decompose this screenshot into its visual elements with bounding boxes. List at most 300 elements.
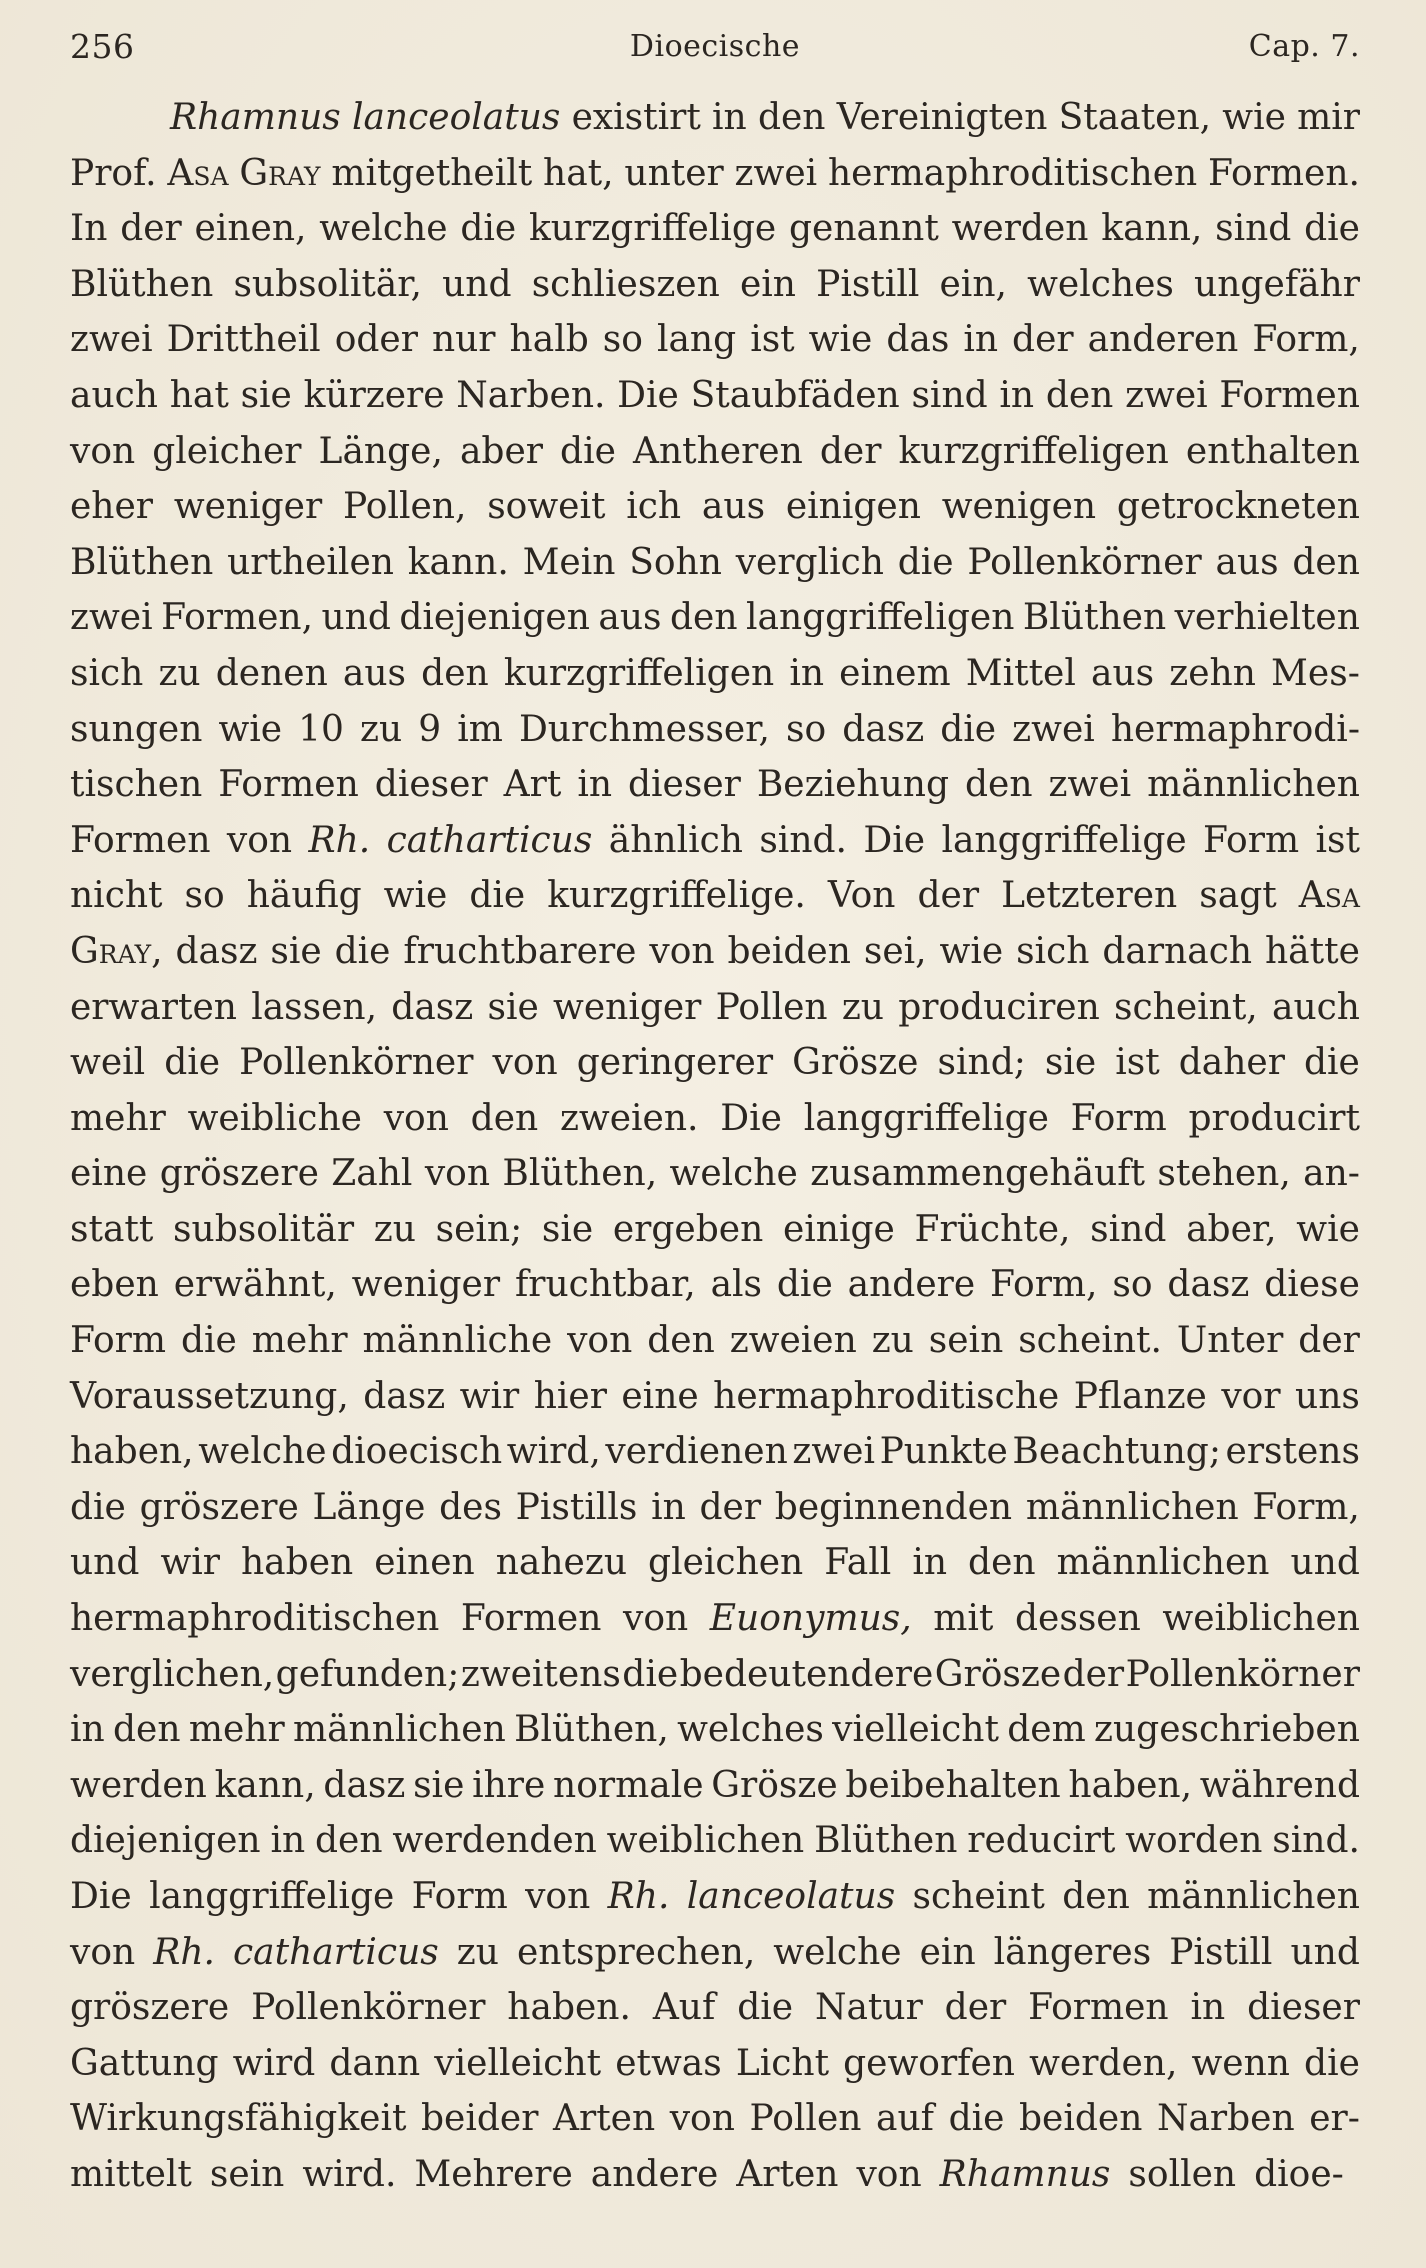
word: mitgetheilt (331, 152, 533, 194)
text-line (70, 1647, 1360, 1703)
word: Letzteren (1001, 875, 1178, 917)
word: zwei (734, 152, 818, 194)
word: gefunden; (275, 1653, 460, 1695)
word: den (647, 1320, 715, 1362)
word: kurzgriffeligen (503, 652, 775, 694)
word: dasz (842, 708, 925, 750)
word: welches (677, 1709, 824, 1751)
word: daher (1178, 1042, 1285, 1084)
word: zehn (1169, 652, 1256, 694)
word: genannt (788, 208, 939, 250)
word: dasz (363, 1375, 446, 1417)
word: aus (701, 486, 766, 528)
word: beiden (1019, 2098, 1143, 2140)
word: der (1012, 319, 1074, 361)
word: sind; (937, 1042, 1026, 1084)
word: die (164, 1042, 221, 1084)
word: werden (951, 208, 1089, 250)
word: die (180, 1320, 237, 1362)
word: dann (329, 2042, 421, 2084)
word: als (710, 1264, 763, 1306)
word: Zahl (331, 1153, 413, 1195)
word: einige (782, 1208, 895, 1250)
word: der (699, 1486, 762, 1528)
word: die (776, 1264, 833, 1306)
word: Drittheil (166, 319, 321, 361)
text-line (70, 2091, 1360, 2147)
body-text (70, 90, 1360, 2203)
word: Mes- (1271, 652, 1360, 694)
word: längeres (993, 1931, 1152, 1973)
word: sie (1044, 1042, 1097, 1084)
word: weiblichen (1162, 1598, 1360, 1640)
word: hermaphroditischen (827, 152, 1198, 194)
text-line (70, 146, 1360, 202)
word: Rhamnus (939, 2153, 1111, 2195)
word: sungen (70, 708, 203, 750)
word: erwähnt, (173, 1264, 337, 1306)
word: verglich (735, 541, 884, 583)
word: und (1290, 1931, 1360, 1973)
text-line (70, 1313, 1360, 1369)
word: Unter (1176, 1320, 1284, 1362)
word: Pollen, (343, 486, 467, 528)
text-line (70, 813, 1360, 869)
word: Form, (990, 1264, 1098, 1306)
word: zweien. (559, 1097, 699, 1139)
text-line (70, 90, 1360, 146)
word: bedeutendere (679, 1653, 934, 1695)
word: Blüthen (70, 263, 214, 305)
word: und (442, 263, 512, 305)
running-title: Dioecische (629, 29, 801, 64)
word: fruchtbar, (514, 1264, 696, 1306)
word: diejenigen (70, 1820, 261, 1862)
word: von (649, 930, 715, 972)
word: sein (209, 2153, 285, 2195)
word: scheint (912, 1876, 1045, 1917)
word: weiblichen (606, 1820, 805, 1862)
word: welche (773, 1931, 902, 1973)
word: nicht (70, 875, 163, 917)
word: männlichen (1025, 1486, 1239, 1528)
word: existirt (571, 97, 701, 138)
word: häufig (246, 875, 362, 917)
word: welche (319, 208, 448, 250)
word: den (421, 652, 489, 694)
word: den (470, 1097, 539, 1139)
word: sie (541, 1208, 594, 1250)
word: Formen (70, 819, 211, 861)
word: Pollen (749, 2098, 862, 2140)
word: Durchmesser, (518, 708, 770, 750)
word: den (757, 97, 826, 138)
word: Form, (1252, 1486, 1360, 1528)
word: weniger (553, 986, 702, 1028)
word: in (789, 652, 825, 694)
word: hat (169, 374, 229, 416)
word: enthalten (1185, 430, 1360, 472)
word: die (469, 875, 526, 917)
word: Blüthen (814, 1820, 958, 1862)
text-line (70, 2147, 1360, 2203)
text-line (70, 201, 1360, 257)
word: Sohn (629, 541, 722, 583)
word: sie (487, 986, 539, 1028)
word: erstens (1225, 1431, 1360, 1473)
word: langgriffelige (149, 1876, 395, 1917)
word: der (944, 1987, 1007, 2029)
word: langgriffeligen (745, 597, 1015, 639)
word: Vereinigten (836, 97, 1048, 138)
word: männlichen (1056, 1542, 1270, 1584)
word: zu (158, 652, 201, 694)
word: Die (720, 1097, 782, 1139)
word: des (439, 1486, 502, 1528)
word: kürzere (303, 374, 445, 416)
word: weniger (173, 486, 323, 528)
word: gröszere (139, 1486, 299, 1528)
word: weniger (351, 1264, 501, 1306)
word: ein (919, 1931, 976, 1973)
word: Pollenkörner (239, 1042, 474, 1084)
word: dasz (391, 986, 474, 1028)
word: den (1045, 374, 1114, 416)
word: urtheilen (227, 541, 394, 583)
word: in (651, 1486, 686, 1528)
text-line (70, 2036, 1360, 2092)
word: von (70, 430, 136, 472)
word: diese (1264, 1264, 1360, 1306)
text-line (70, 646, 1360, 702)
word: die (1303, 1042, 1360, 1084)
word: ein (739, 263, 796, 305)
word: lang (656, 319, 737, 361)
word: haben, (70, 1431, 194, 1473)
word: Blüthen, (514, 1709, 669, 1751)
word: welches (1027, 263, 1174, 305)
word: gleichen (648, 1542, 804, 1584)
word: zwei (1012, 708, 1095, 750)
word: Blüthen, (502, 1153, 658, 1195)
word: der (120, 208, 182, 250)
word: eine (621, 1375, 699, 1417)
word: zugeschrieben (1094, 1709, 1360, 1751)
text-line (70, 757, 1360, 813)
word: entsprechen, (516, 1931, 756, 1973)
word: Asa (1298, 875, 1360, 917)
word: zu (871, 1320, 914, 1362)
word: in (963, 319, 999, 361)
word: wird, (506, 1431, 601, 1473)
word: werdenden (392, 1820, 597, 1862)
word: wie (383, 875, 448, 917)
text-line (70, 1925, 1360, 1981)
word: Formen. (1208, 152, 1360, 194)
word: der (1062, 1653, 1125, 1695)
word: Pistill (816, 263, 920, 305)
word: den (315, 1820, 383, 1862)
word: das (886, 319, 950, 361)
text-line (70, 368, 1360, 424)
word: geringerer (576, 1042, 774, 1084)
word: so (786, 708, 827, 750)
word: sollen (1128, 2153, 1237, 2195)
word: die (1304, 208, 1360, 250)
word: werden, (1029, 2042, 1178, 2084)
word: und (1290, 1542, 1360, 1584)
word: in (1190, 1987, 1226, 2029)
word: kann. (407, 541, 509, 583)
word: weibliche (187, 1097, 362, 1139)
word: Formen (1219, 374, 1360, 416)
text-line (70, 702, 1360, 758)
word: ist (1315, 819, 1360, 861)
word: zu (373, 1208, 416, 1250)
word: Formen (1028, 1987, 1169, 2029)
word: wie (808, 319, 873, 361)
text-line (70, 590, 1360, 646)
text-line (70, 1369, 1360, 1425)
word: subsolitär (173, 1208, 355, 1250)
word: wenigen (941, 486, 1097, 528)
word: die (737, 1987, 794, 2029)
word: männliche (362, 1320, 553, 1362)
word: männlichen (1147, 1876, 1360, 1917)
word: die (460, 208, 517, 250)
word: beibehalten (845, 1764, 1061, 1806)
word: Beziehung (756, 764, 949, 806)
word: welche (198, 1431, 327, 1473)
word: Rhamnus (170, 97, 341, 138)
word: stehen, (1157, 1153, 1291, 1195)
word: mir (1297, 97, 1360, 138)
word: reducirt (967, 1820, 1116, 1862)
text-line (70, 1424, 1360, 1480)
text-line (70, 1980, 1360, 2036)
word: Natur (814, 1987, 923, 2029)
word: In (70, 208, 108, 250)
word: kann, (1101, 208, 1203, 250)
word: diejenigen (399, 597, 590, 639)
word: in (912, 1542, 948, 1584)
word: ergeben (612, 1208, 764, 1250)
word: vielleicht (832, 1709, 999, 1751)
word: und (321, 597, 391, 639)
word: im (457, 708, 503, 750)
word: verdienen (605, 1431, 788, 1473)
word: beginnenden (774, 1486, 1013, 1528)
word: kurzgriffeligen (898, 430, 1169, 472)
word: unter (624, 152, 724, 194)
word: nahezu (495, 1542, 628, 1584)
word: auf (876, 2098, 934, 2140)
word: hat, (543, 152, 614, 194)
word: Arten (552, 2098, 656, 2140)
word: hermaphrodi- (1110, 708, 1360, 750)
word: ist (1115, 1042, 1160, 1084)
word: sind. (759, 819, 847, 861)
word: Narben. (456, 374, 606, 416)
word: zu (456, 1931, 499, 1973)
word: geworfen (843, 2042, 1015, 2084)
text-line (70, 1480, 1360, 1536)
word: subsolitär, (233, 263, 422, 305)
word: sie (413, 1764, 465, 1806)
word: aber, (1186, 1208, 1277, 1250)
text-line (70, 1758, 1360, 1814)
word: dieser (1247, 1987, 1360, 2029)
word: den (1292, 541, 1360, 583)
word: Fall (824, 1542, 892, 1584)
word: schlieszen (531, 263, 720, 305)
text-line (70, 1813, 1360, 1869)
word: die (1304, 2042, 1360, 2084)
word: die (940, 708, 997, 750)
word: lassen, (251, 986, 378, 1028)
word: darnach (1102, 930, 1253, 972)
word: haben, (1068, 1764, 1193, 1806)
word: eine (70, 1153, 148, 1195)
word: hätte (1264, 930, 1360, 972)
word: den (669, 597, 738, 639)
word: männlichen (292, 1709, 506, 1751)
word: welche (669, 1153, 798, 1195)
word: normale (553, 1764, 704, 1806)
word: der (1298, 1320, 1360, 1362)
word: beiden (727, 930, 851, 972)
text-line (70, 1091, 1360, 1147)
word: erwarten (70, 986, 237, 1028)
word: sein (928, 1320, 1004, 1362)
word: zwei (1048, 764, 1132, 806)
word: 9 (418, 708, 442, 750)
word: so (184, 875, 225, 917)
word: dioecisch (331, 1431, 503, 1473)
word: Antheren (632, 430, 803, 472)
word: ein, (939, 263, 1007, 305)
word: tischen (70, 764, 203, 806)
word: oder (334, 319, 418, 361)
word: langgriffelige (941, 819, 1187, 861)
text-line (70, 479, 1360, 535)
word: von (525, 1876, 591, 1917)
word: so (602, 319, 643, 361)
word: die (560, 430, 616, 472)
text-line (70, 424, 1360, 480)
word: so (1112, 1264, 1153, 1306)
word: andere (847, 1264, 976, 1306)
text-line (70, 868, 1360, 924)
word: aus (1215, 541, 1279, 583)
word: Punkte (879, 1431, 1008, 1473)
word: zwei (70, 319, 153, 361)
word: zusammengehäuft (810, 1153, 1146, 1195)
word: Auf (652, 1987, 716, 2029)
word: Die (617, 374, 679, 416)
word: gleicher (152, 430, 302, 472)
word: zweitens (460, 1653, 621, 1695)
word: kurzgriffelige (528, 208, 777, 250)
word: der (819, 430, 882, 472)
text-line (70, 257, 1360, 313)
word: Mein (522, 541, 616, 583)
word: sich (1016, 930, 1090, 972)
word: Pistill (1169, 1931, 1273, 1973)
word: mittelt (70, 2153, 192, 2195)
word: Art (503, 764, 562, 806)
word: Rh. (607, 1876, 670, 1917)
word: Form (1070, 1097, 1167, 1139)
word: Form (70, 1320, 167, 1362)
text-line (70, 312, 1360, 368)
text-line (70, 1702, 1360, 1758)
word: Pollenkörner (251, 1987, 486, 2029)
word: denen (215, 652, 328, 694)
word: eher (70, 486, 154, 528)
word: aus (1091, 652, 1155, 694)
word: ich (626, 486, 682, 528)
word: Grösze (792, 1042, 919, 1084)
text-line (70, 1591, 1360, 1647)
word: Narben (1156, 2098, 1295, 2140)
word: worden (1125, 1820, 1263, 1862)
word: Licht (735, 2042, 830, 2084)
word: catharticus (386, 819, 593, 861)
word: die (622, 1653, 679, 1695)
word: Pollenkörner (1125, 1653, 1360, 1695)
word: sein; (435, 1208, 523, 1250)
text-line (70, 1535, 1360, 1591)
word: einigen (785, 486, 921, 528)
word: haben. (507, 1987, 631, 2029)
word: wenn (1191, 2042, 1290, 2084)
word: Rh. (308, 819, 371, 861)
word: von (424, 1153, 491, 1195)
word: sei, (863, 930, 927, 972)
chapter-label: Cap. 7. (1248, 29, 1360, 64)
word: getrockneten (1116, 486, 1360, 528)
word: in (577, 764, 613, 806)
word: beider (421, 2098, 539, 2140)
word: Mehrere (414, 2153, 573, 2195)
word: sind (1215, 208, 1292, 250)
word: Gray, (70, 930, 163, 972)
word: die (334, 930, 391, 972)
word: fruchtbarere (403, 930, 637, 972)
word: soweit (487, 486, 606, 528)
word: sie (270, 930, 322, 972)
text-line (70, 1146, 1360, 1202)
word: Blüthen (1022, 597, 1167, 639)
word: ungefähr (1194, 263, 1360, 305)
word: lanceolatus (686, 1876, 896, 1917)
word: sich (70, 652, 144, 694)
word: kurzgriffelige. (547, 875, 806, 917)
word: vielleicht (434, 2042, 602, 2084)
word: in (999, 374, 1035, 416)
word: aber (459, 430, 543, 472)
word: mehr (188, 1709, 285, 1751)
word: zu (841, 986, 884, 1028)
word: von (567, 1320, 633, 1362)
word: die (897, 541, 954, 583)
word: wird. (302, 2153, 397, 2195)
text-line (70, 980, 1360, 1036)
word: Euonymus, (709, 1598, 912, 1640)
word: wird (232, 2042, 316, 2084)
page-number: 256 (70, 27, 135, 66)
